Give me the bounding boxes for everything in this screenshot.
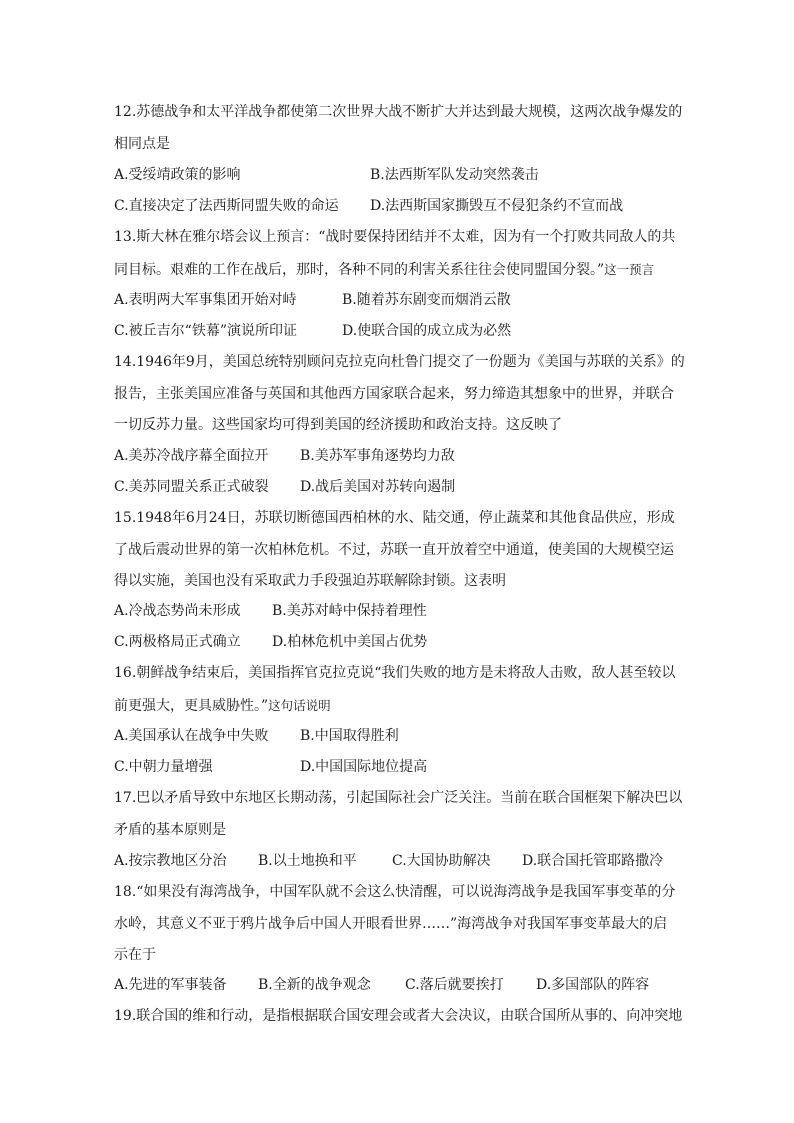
question-12-option-a: A.受绥靖政策的影响 (114, 167, 241, 183)
question-19-stem (114, 1001, 684, 1033)
question-16-line-2-text: 前更强大，更具威胁性。” (114, 697, 269, 714)
question-18-line-1: 18.“如果没有海湾战争，中国军队就不会这么快清醒，可以说海湾战争是我国军事变革的分 (114, 884, 676, 900)
question-17-stem (114, 783, 684, 846)
question-15-option-a: A.冷战态势尚未形成 (114, 603, 241, 619)
question-14-line-3: 一切反苏力量。这些国家均可得到美国的经济援助和政治支持。这反映了 (114, 417, 562, 433)
question-15-line-1: 15.1948年6月24日，苏联切断德国西柏林的水、陆交通，停止蔬菜和其他食品供应，形成 (114, 510, 675, 526)
question-17-line-2: 矛盾的基本原则是 (114, 821, 226, 838)
question-13-line-2 (114, 254, 684, 287)
question-13-option-d: D.使联合国的成立成为必然 (342, 323, 512, 339)
question-13-line-2-text: 同目标。艰难的工作在战后，那时，各种不同的利害关系往往会使同盟国分裂。” (114, 261, 605, 278)
question-18-line-2: 水岭，其意义不亚于鸦片战争后中国人开眼看世界……”海湾战争对我国军事变革最大的启 (114, 915, 668, 932)
question-18-option-a: A.先进的军事装备 (114, 977, 227, 993)
question-18-line-3: 示在于 (114, 947, 156, 963)
question-18-option-b: B.全新的战争观念 (258, 977, 371, 993)
question-14-line-2: 报告，主张美国应准备与英国和其他西方国家联合起来，努力缔造其想象中的世界，并联合 (114, 385, 674, 402)
question-12-option-d: D.法西斯国家撕毁互不侵犯条约不宣而战 (370, 198, 624, 214)
question-17-option-b: B.以土地换和平 (258, 853, 357, 869)
question-12-line-1: 12.苏德战争和太平洋战争都使第二次世界大战不断扩大并达到最大规模，这两次战争爆发的 (114, 104, 683, 120)
question-14-option-a: A.美苏冷战序幕全面拉开 (114, 448, 269, 464)
question-15-option-b: B.美苏对峙中保持着理性 (272, 603, 427, 619)
question-13-option-c: C.被丘吉尔“铁幕”演说所印证 (114, 323, 297, 339)
question-13-option-a: A.表明两大军事集团开始对峙 (114, 292, 297, 308)
question-15-option-c: C.两极格局正式确立 (114, 634, 241, 650)
question-15-stem (114, 503, 684, 598)
question-15-option-d: D.柏林危机中美国占优势 (272, 634, 428, 650)
question-13-line-1: 13.斯大林在雅尔塔会议上预言：“战时要保持团结并不太难，因为有一个打败共同敌人的共 (114, 229, 676, 245)
question-12-line-2: 相同点是 (114, 135, 170, 152)
question-16-stem (114, 658, 684, 722)
question-18-stem (114, 877, 684, 972)
question-12-option-c: C.直接决定了法西斯同盟失败的命运 (114, 198, 339, 214)
question-13-option-b: B.随着苏东剧变而烟消云散 (342, 292, 511, 308)
question-17-option-a: A.按宗教地区分治 (114, 853, 227, 869)
question-16-option-a: A.美国承认在战争中失败 (114, 728, 269, 744)
question-18-option-c: C.落后就要挨打 (405, 977, 504, 993)
question-17-option-c: C.大国协助解决 (392, 853, 491, 869)
question-14-line-1: 14.1946年9月，美国总统特别顾问克拉克向杜鲁门提交了一份题为《美国与苏联的关系》的 (114, 354, 685, 370)
question-19-line-1: 19.联合国的维和行动，是指根据联合国安理会或者大会决议，由联合国所从事的、向冲突地 (114, 1008, 683, 1024)
question-13-stem (114, 222, 684, 286)
question-14-option-c: C.美苏同盟关系正式破裂 (114, 479, 269, 495)
question-14-option-b: B.美苏军事角逐势均力敌 (300, 448, 455, 464)
question-12-option-b: B.法西斯军队发动突然袭击 (370, 167, 539, 183)
question-14-stem (114, 347, 684, 442)
question-13-tail: 这一预言 (604, 261, 655, 277)
question-16-option-d: D.中国国际地位提高 (300, 759, 428, 775)
question-17-line-1: 17.巴以矛盾导致中东地区长期动荡，引起国际社会广泛关注。当前在联合国框架下解决巴以 (114, 790, 683, 806)
question-16-line-1: 16.朝鲜战争结束后，美国指挥官克拉克说“我们失败的地方是未将敌人击败，敌人甚至较以 (114, 665, 676, 681)
question-17-option-d: D.联合国托管耶路撒冷 (522, 853, 664, 869)
question-18-option-d: D.多国部队的阵容 (536, 977, 650, 993)
question-16-line-2 (114, 690, 684, 723)
question-12-stem (114, 97, 684, 160)
question-15-line-3: 得以实施，美国也没有采取武力手段强迫苏联解除封锁。这表明 (114, 573, 506, 589)
question-16-tail: 这句话说明 (268, 697, 331, 713)
question-16-option-b: B.中国取得胜利 (300, 728, 399, 744)
question-15-line-2: 了战后震动世界的第一次柏林危机。不过，苏联一直开放着空中通道，使美国的大规模空运 (114, 541, 674, 558)
question-16-option-c: C.中朝力量增强 (114, 759, 213, 775)
question-14-option-d: D.战后美国对苏转向遏制 (300, 479, 456, 495)
